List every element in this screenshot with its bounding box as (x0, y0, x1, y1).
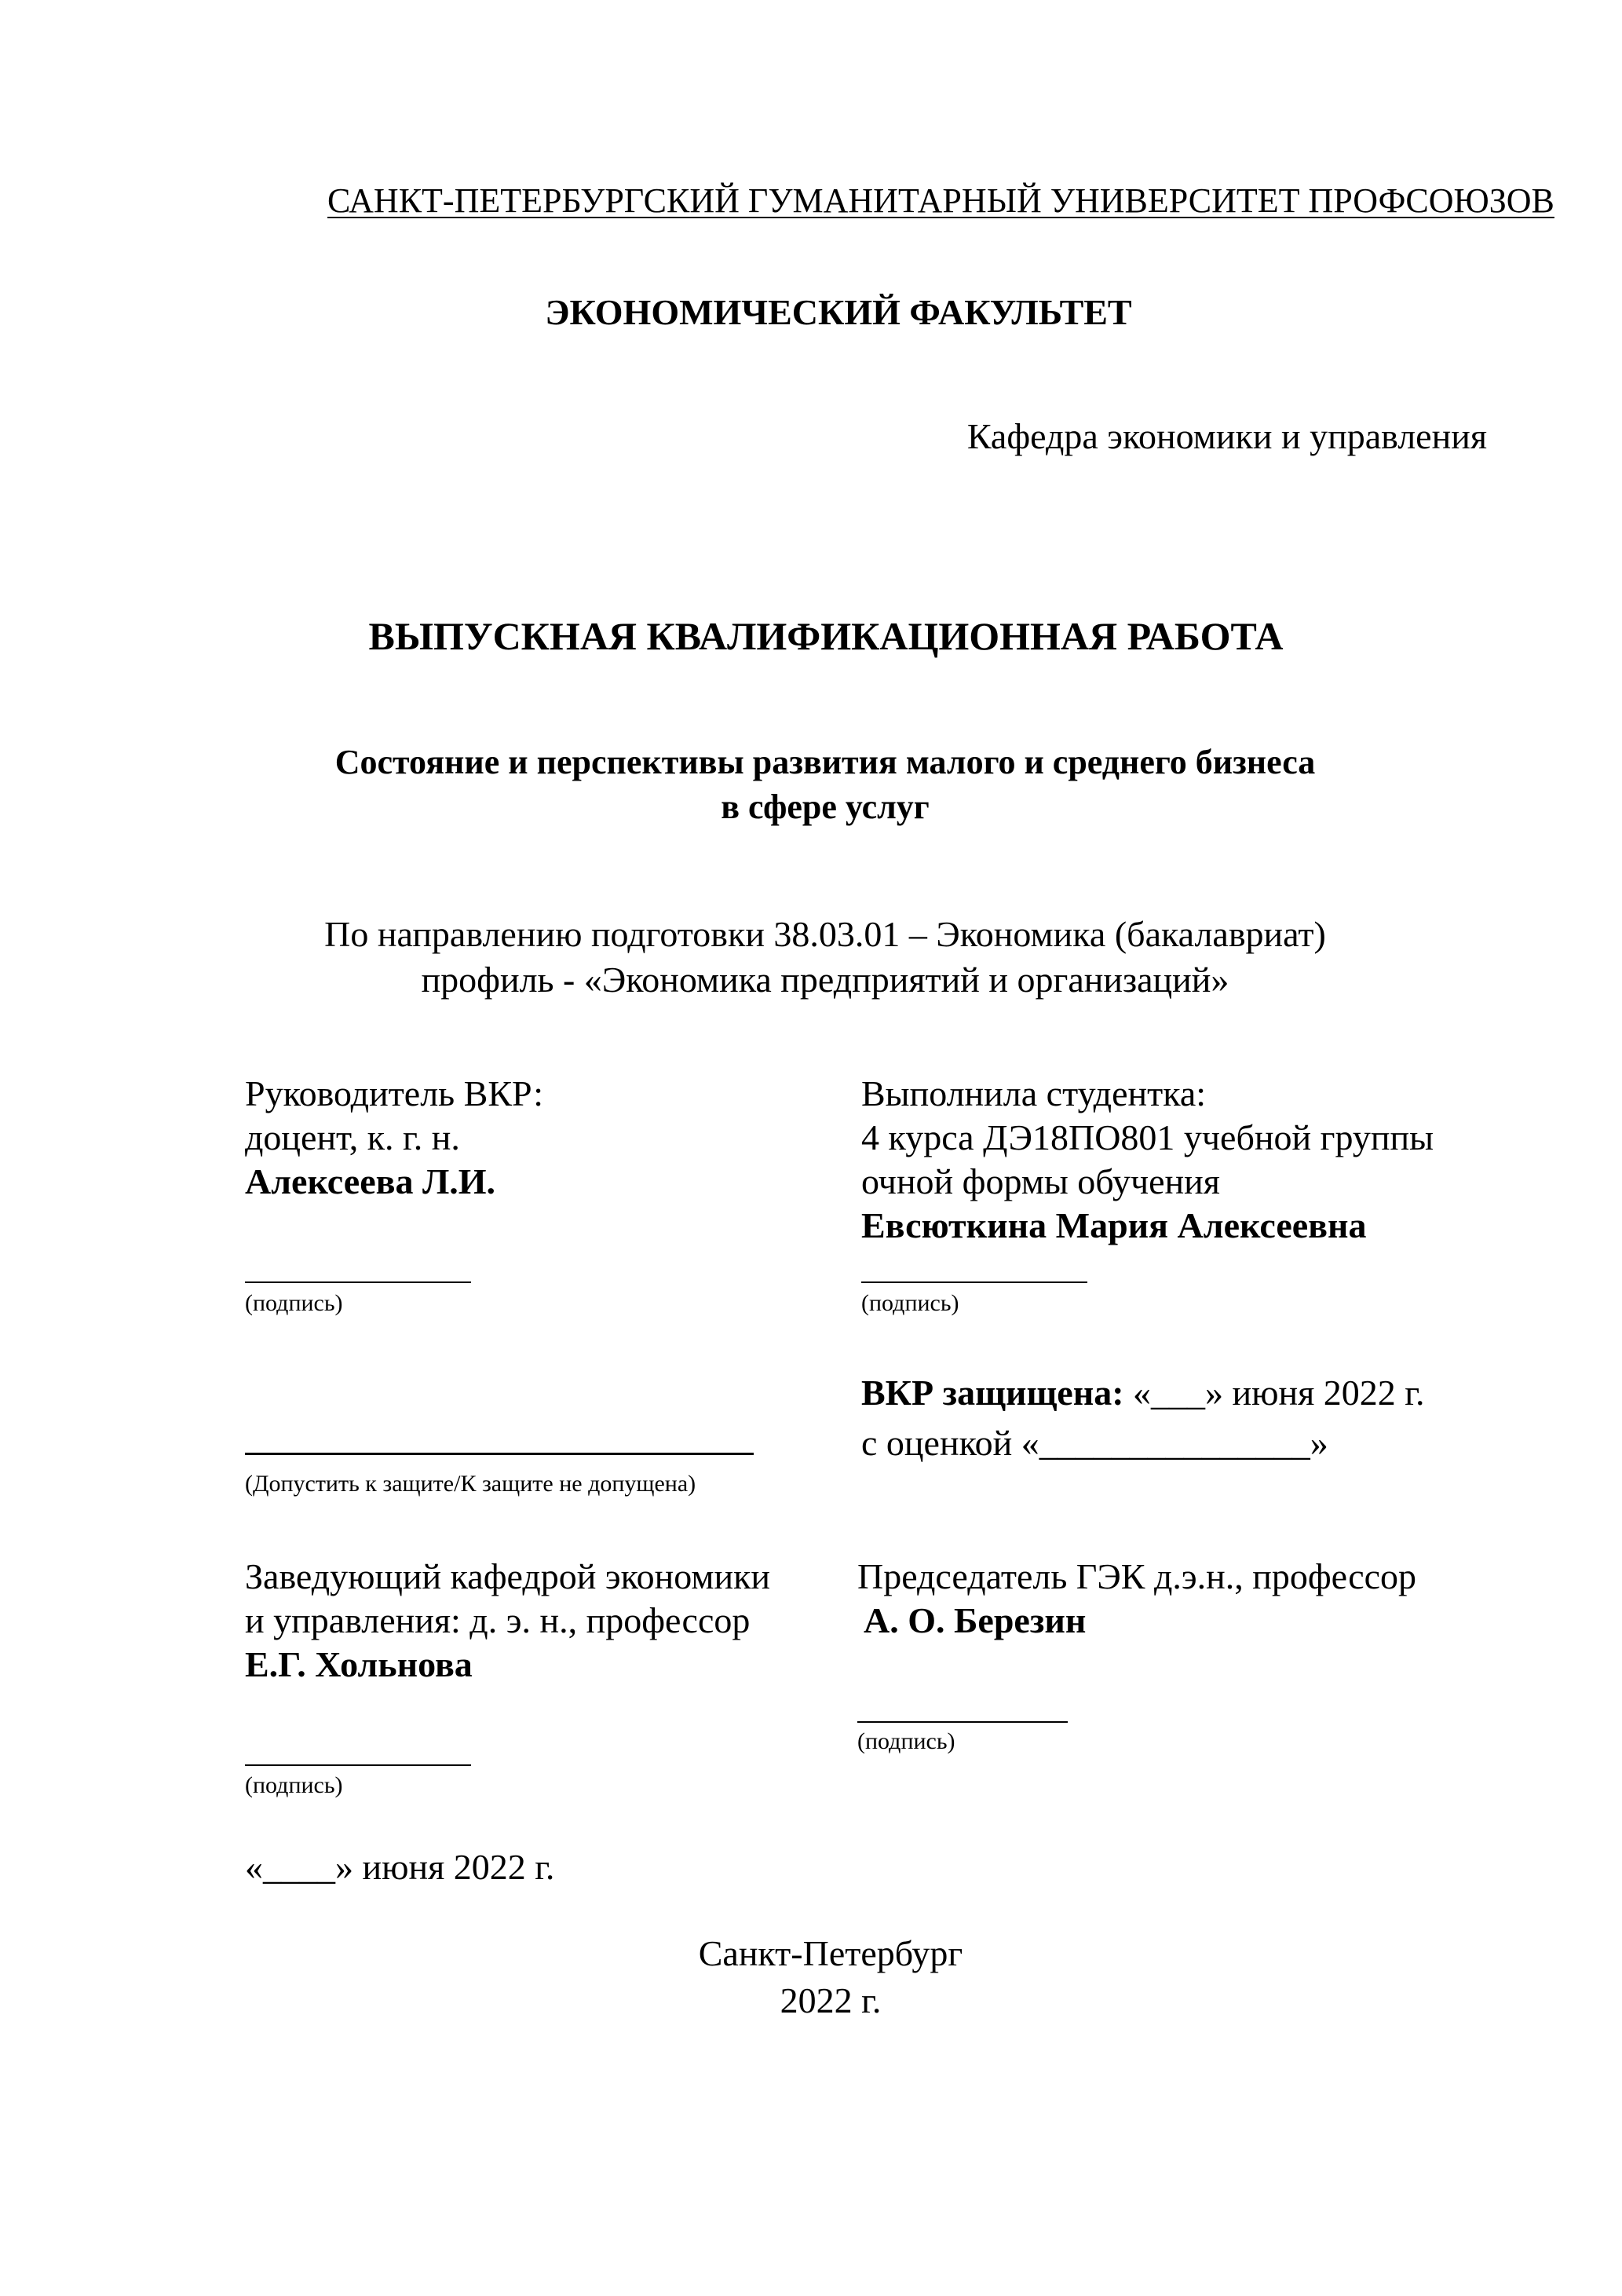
direction-line-2: профиль - «Экономика предприятий и организаций» (421, 960, 1229, 1000)
student-group: 4 курса ДЭ18ПО801 учебной группы (861, 1117, 1434, 1157)
head-name: Е.Г. Хольнова (245, 1644, 473, 1684)
student-block (861, 1072, 1434, 1248)
topic-line-1: Состояние и перспективы развития малого и среднего бизнеса (334, 743, 1316, 781)
footer-year: 2022 г. (780, 1980, 882, 2020)
defense-date-text: «___» июня 2022 г. (1123, 1373, 1425, 1413)
defense-date (861, 1371, 1424, 1415)
gek-signature-line (857, 1721, 1068, 1723)
document-type: ВЫПУСКНАЯ КВАЛИФИКАЦИОННАЯ РАБОТА (368, 614, 1284, 658)
defense-grade: с оценкой «_______________» (861, 1423, 1328, 1463)
supervisor-block (245, 1072, 543, 1204)
faculty-name: ЭКОНОМИЧЕСКИЙ ФАКУЛЬТЕТ (545, 292, 1132, 332)
supervisor-label: Руководитель ВКР: (245, 1073, 544, 1113)
gek-chair-name: А. О. Березин (864, 1600, 1087, 1640)
footer-city: Санкт-Петербург (698, 1933, 963, 1973)
student-signature-line (861, 1281, 1087, 1283)
gek-chair-line-1: Председатель ГЭК д.э.н., профессор (857, 1556, 1417, 1596)
supervisor-name: Алексеева Л.И. (245, 1161, 496, 1201)
student-label: Выполнила студентка: (861, 1073, 1207, 1113)
gek-signature-caption: (подпись) (857, 1728, 955, 1754)
topic-line-2: в сфере услуг (721, 788, 930, 826)
head-signature-line (245, 1764, 471, 1766)
defense-label: ВКР защищена: (861, 1373, 1124, 1413)
supervisor-signature-caption: (подпись) (245, 1290, 343, 1316)
student-name: Евсюткина Мария Алексеевна (861, 1205, 1367, 1245)
student-form: очной формы обучения (861, 1161, 1220, 1201)
admission-decision-line (245, 1453, 754, 1455)
university-name: САНКТ-ПЕТЕРБУРГСКИЙ ГУМАНИТАРНЫЙ УНИВЕРСИТЕТ ПРОФСОЮЗОВ (327, 181, 1554, 220)
gek-chair-block (857, 1555, 1416, 1643)
direction-line-1: По направлению подготовки 38.03.01 – Экономика (бакалавриат) (324, 914, 1326, 954)
department-name: Кафедра экономики и управления (966, 416, 1487, 456)
supervisor-signature-line (245, 1281, 471, 1283)
student-signature-caption: (подпись) (861, 1290, 959, 1316)
signature-date: «____» июня 2022 г. (245, 1847, 555, 1887)
admission-caption: (Допустить к защите/К защите не допущена) (245, 1471, 696, 1497)
head-line-2: и управления: д. э. н., профессор (245, 1600, 751, 1640)
supervisor-degree: доцент, к. г. н. (245, 1117, 460, 1157)
head-signature-caption: (подпись) (245, 1772, 343, 1798)
head-of-department-block (245, 1555, 770, 1687)
head-line-1: Заведующий кафедрой экономики (245, 1556, 771, 1596)
